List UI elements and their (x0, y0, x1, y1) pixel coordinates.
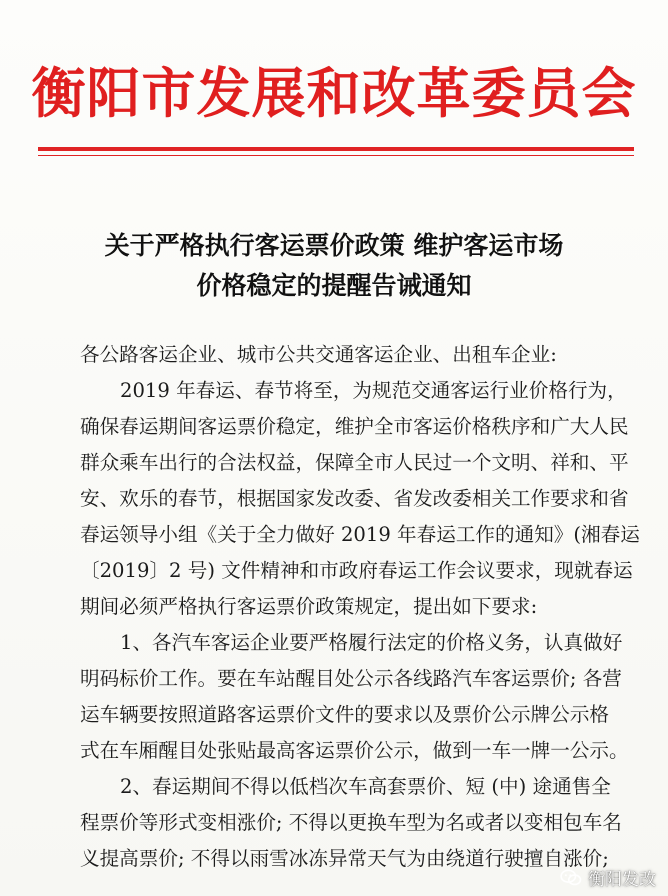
body-line-item-2: 2、春运期间不得以低档次车高套票价、短 (中) 途通售全 (120, 775, 611, 798)
body-line: 安、欢乐的春节，根据国家发改委、省发改委相关工作要求和省 (80, 487, 629, 510)
notice-title-line-2: 价格稳定的提醒告诫通知 (196, 271, 472, 300)
notice-title-line-1: 关于严格执行客运票价政策 维护客运市场 (104, 231, 564, 260)
letterhead-rule-thin (38, 155, 634, 156)
body-line: 运车辆要按照道路客运票价文件的要求以及票价公示牌公示格 (80, 703, 610, 726)
letterhead-rule-thick (38, 147, 634, 151)
body-line: 〔2019〕2 号) 文件精神和市政府春运工作会议要求，现就春运 (80, 559, 633, 582)
body-line: 式在车厢醒目处张贴最高客运票价公示，做到一车一牌一公示。 (80, 739, 629, 762)
watermark (560, 865, 656, 890)
watermark-text: 衡阳发改 (588, 870, 656, 890)
body-line-item-1: 1、各汽车客运企业要严格履行法定的价格义务，认真做好 (120, 631, 623, 654)
body-line: 明码标价工作。要在车站醒目处公示各线路汽车客运票价; 各营 (80, 667, 622, 690)
wechat-icon (560, 869, 582, 887)
body-line: 期间必须严格执行客运票价政策规定，提出如下要求: (80, 595, 538, 618)
body-line: 春运领导小组《关于全力做好 2019 年春运工作的通知》(湘春运 (80, 523, 640, 546)
letterhead-title: 衡阳市发展和改革委员会 (31, 61, 637, 125)
body-line: 2019 年春运、春节将至，为规范交通客运行业价格行为， (120, 379, 627, 402)
body-line: 义提高票价; 不得以雨雪冰冻异常天气为由绕道行驶擅自涨价; (80, 847, 609, 870)
body-line-salutation: 各公路客运企业、城市公共交通客运企业、出租车企业: (80, 343, 557, 366)
body-line: 程票价等形式变相涨价; 不得以更换车型为名或者以变相包车名 (80, 811, 622, 834)
body-line: 确保春运期间客运票价稳定，维护全市客运价格秩序和广大人民 (80, 415, 629, 438)
body-line: 群众乘车出行的合法权益，保障全市人民过一个文明、祥和、平 (80, 451, 629, 474)
